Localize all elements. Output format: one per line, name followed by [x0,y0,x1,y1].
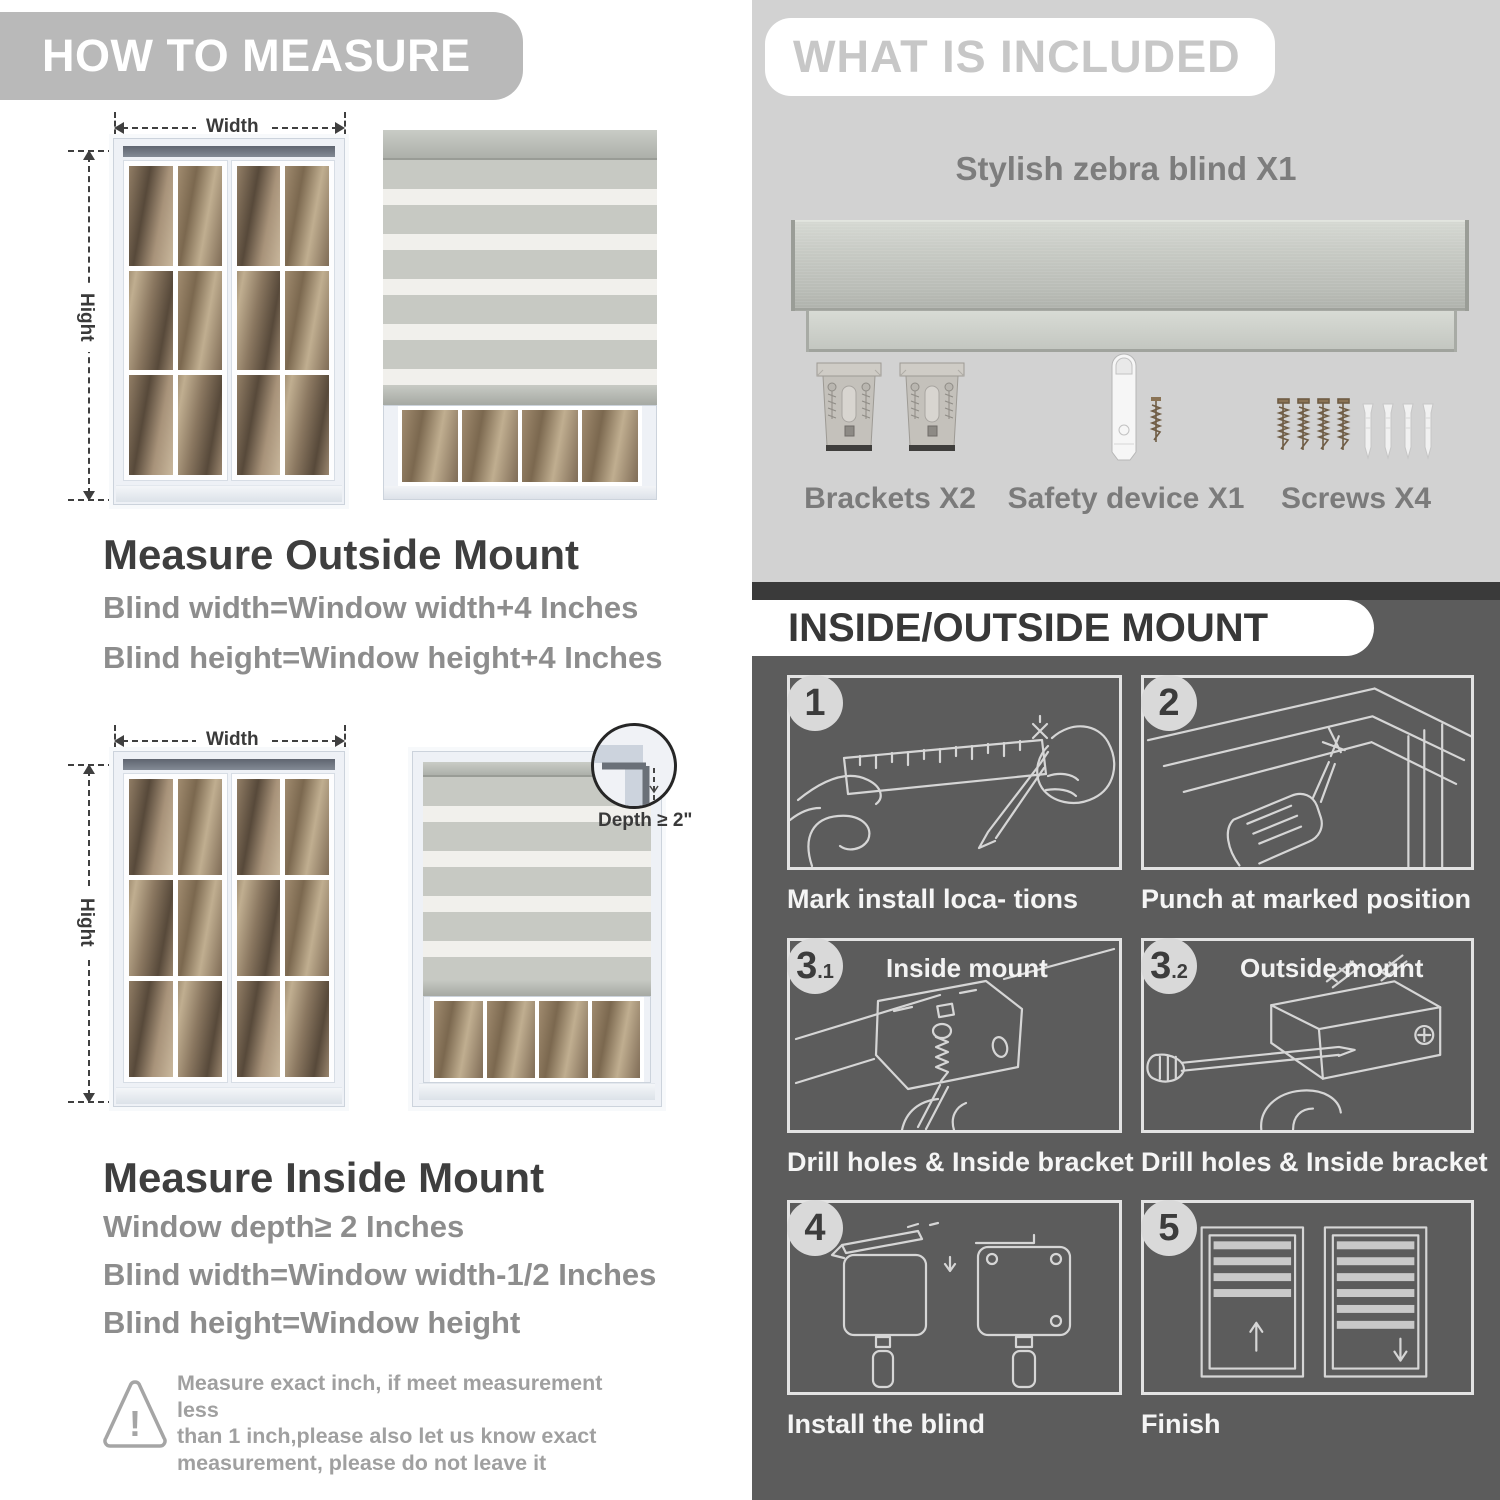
svg-text:!: ! [129,1403,141,1444]
window-casement [231,773,336,1083]
step-panel-3-1 [787,938,1122,1133]
step-panel-2 [1141,675,1474,870]
arrowhead-down-icon [83,491,95,501]
window-casement [231,160,336,481]
inside-mount-rule-1: Window depth≥ 2 Inches [103,1209,465,1244]
step-caption-5: Finish [1141,1409,1221,1439]
warning-triangle-icon [100,1376,170,1452]
blind-stripes [423,777,651,980]
window-sill [116,485,342,502]
warning-text [177,1370,617,1476]
window-illustration-inside [113,751,345,1107]
arrowhead-right-icon [335,735,345,747]
arrowhead-left-icon [114,735,124,747]
depth-label: Depth ≥ 2" [598,810,693,831]
depth-detail-circle [591,723,677,809]
arrowhead-up-icon [83,150,95,160]
what-is-included-header: WHAT IS INCLUDED [765,18,1275,96]
arrowhead-down-icon [83,1093,95,1103]
inside-mount-heading: Measure Inside Mount [103,1154,545,1201]
outside-mount-rule-2: Blind height=Window height+4 Inches [103,640,663,675]
window-top-shadow [123,146,335,157]
bracket-icon [815,360,883,455]
step-number-badge: 5 [1141,1200,1197,1256]
zebra-blind-outside-illustration [383,130,657,500]
inside-mount-rule-2: Blind width=Window width-1/2 Inches [103,1257,657,1292]
window-below-blind [383,405,657,500]
blind-stripes [383,160,657,386]
screws-icon [1276,398,1354,462]
window-casement [123,773,228,1083]
outside-mount-heading: Measure Outside Mount [103,531,580,578]
step-number-badge: 4 [787,1200,843,1256]
window-below-blind [423,996,651,1083]
window-top-shadow [123,759,335,770]
screw-icon [1148,396,1164,452]
blind-cassette [383,130,657,160]
window-illustration-outside [113,138,345,505]
safety-device-icon [1104,352,1144,462]
step-panel-5 [1141,1200,1474,1395]
width-label: Width [196,116,269,138]
inside-mount-rule-3: Blind height=Window height [103,1305,521,1340]
zebra-blind-bottomrail-image [806,311,1457,352]
outside-mount-rule-1: Blind width=Window width+4 Inches [103,590,639,625]
product-title: Stylish zebra blind X1 [955,150,1297,187]
window-sill [419,1083,655,1100]
step-caption-2: Punch at marked position [1141,884,1472,914]
step-caption-3-2: Drill holes & Inside bracket [1141,1147,1488,1177]
bracket-icon [898,360,966,455]
arrowhead-left-icon [114,122,124,134]
arrowhead-up-icon [83,764,95,774]
blind-bottom-rail [423,980,651,996]
section-divider [752,582,1500,600]
zebra-blind-headrail-image [791,220,1469,311]
step-number-badge: 3.1 [787,938,843,994]
step-caption-4: Install the blind [787,1409,986,1439]
window-casement [123,160,228,481]
warning-line-3: measurement, please do not leave it [177,1450,547,1475]
step-panel-1 [787,675,1122,870]
safety-device-label: Safety device X1 [1007,482,1245,515]
warning-line-1: Measure exact inch, if meet measurement less [177,1371,603,1422]
inside-outside-mount-header: INSIDE/OUTSIDE MOUNT [752,600,1374,656]
step-number-badge: 3.2 [1141,938,1197,994]
width-label: Width [196,729,269,751]
window-corner-depth-icon [594,726,674,806]
step-number-badge: 1 [787,675,843,731]
how-to-measure-header: HOW TO MEASURE [0,12,523,100]
step-number-badge: 2 [1141,675,1197,731]
arrowhead-right-icon [335,122,345,134]
step-caption-1: Mark install loca- tions [787,884,1079,914]
step-panel-title: Inside mount [886,953,1048,983]
step-caption-3-1: Drill holes & Inside bracket [787,1147,1134,1177]
step-panel-3-2 [1141,938,1474,1133]
warning-line-2: than 1 inch,please also let us know exact [177,1424,597,1448]
blind-bottom-rail [383,386,657,405]
hight-label: Hight [75,888,97,957]
hight-label: Hight [75,283,97,352]
step-panel-4 [787,1200,1122,1395]
window-sill [116,1087,342,1104]
screws-label: Screws X4 [1280,482,1432,515]
wall-anchors-icon [1360,402,1440,462]
step-panel-title: Outside mount [1240,953,1424,983]
brackets-label: Brackets X2 [804,482,976,515]
